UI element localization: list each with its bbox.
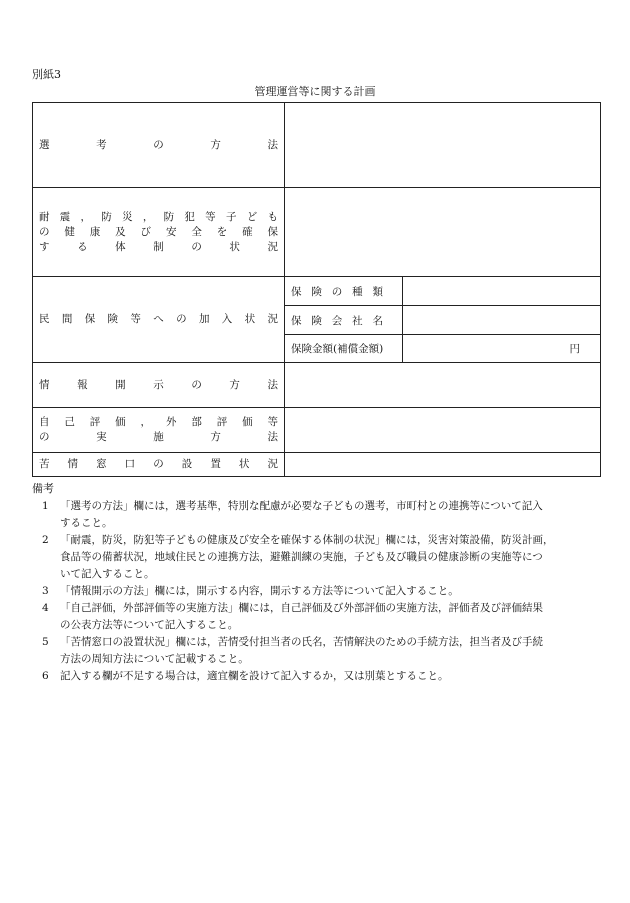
yen-unit: 円 bbox=[569, 343, 580, 355]
plan-form-table bbox=[32, 102, 601, 477]
insurance-type-field[interactable] bbox=[403, 277, 601, 306]
sub-label-cell bbox=[285, 277, 403, 306]
row-label-line: の健康及び安全を確保 bbox=[39, 225, 278, 238]
note-line: 「耐震，防災，防犯等子どもの健康及び安全を確保する体制の状況」欄には，災害対策設備，防災計画， bbox=[60, 534, 554, 546]
note-number: 4 bbox=[42, 602, 49, 614]
row-label-line: する体制の状況 bbox=[39, 240, 278, 253]
note-line: 「自己評価，外部評価等の実施方法」欄には，自己評価及び外部評価の実施方法，評価者及び評価結果 bbox=[60, 602, 543, 614]
note-text bbox=[60, 600, 598, 634]
note-item bbox=[32, 668, 598, 685]
note-line: 「選考の方法」欄には，選考基準，特別な配慮が必要な子どもの選考，市町村との連携等について記入 bbox=[60, 500, 543, 512]
label-cell bbox=[33, 277, 285, 363]
note-number: 5 bbox=[42, 636, 49, 648]
notes-list bbox=[32, 498, 598, 685]
sub-label: 保険金額(補償金額) bbox=[291, 343, 384, 355]
row-info-disclosure bbox=[33, 363, 601, 408]
note-text bbox=[60, 668, 598, 685]
note-number: 3 bbox=[42, 585, 49, 597]
complaint-window-field[interactable] bbox=[285, 453, 601, 477]
note-number: 2 bbox=[42, 534, 49, 546]
insurance-amount-field[interactable] bbox=[403, 335, 601, 363]
label-cell bbox=[33, 408, 285, 453]
row-label-line: 耐震，防災，防犯等子ども bbox=[39, 210, 278, 223]
row-selection-method bbox=[33, 103, 601, 188]
row-label: 苦情窓口の設置状況 bbox=[39, 458, 278, 470]
sub-label-cell bbox=[285, 335, 403, 363]
note-line: 「苦情窓口の設置状況」欄には，苦情受付担当者の氏名，苦情解決のための手続方法，担当者及び手続 bbox=[60, 636, 543, 648]
info-disclosure-field[interactable] bbox=[285, 363, 601, 408]
row-insurance-type bbox=[33, 277, 601, 306]
sub-label: 保険の種類 bbox=[291, 285, 383, 298]
row-label-line: 自己評価，外部評価等 bbox=[39, 416, 278, 428]
row-label: 情報開示の方法 bbox=[39, 378, 278, 391]
note-text bbox=[60, 583, 598, 600]
sub-label-cell bbox=[285, 306, 403, 335]
label-cell bbox=[33, 103, 285, 188]
note-line: 記入する欄が不足する場合は，適宜欄を設けて記入するか，又は別葉とすること。 bbox=[60, 670, 449, 682]
row-safety-system bbox=[33, 188, 601, 277]
page-title: 管理運営等に関する計画 bbox=[254, 85, 376, 98]
selection-method-field[interactable] bbox=[285, 103, 601, 188]
note-item bbox=[32, 600, 598, 634]
sub-label: 保険会社名 bbox=[291, 314, 383, 327]
note-line: の公表方法等について記入すること。 bbox=[60, 619, 239, 631]
label-cell bbox=[33, 188, 285, 277]
note-item bbox=[32, 532, 598, 583]
evaluation-field[interactable] bbox=[285, 408, 601, 453]
note-line: 「情報開示の方法」欄には，開示する内容，開示する方法等について記入すること。 bbox=[60, 585, 459, 597]
note-line: いて記入すること。 bbox=[60, 568, 155, 580]
note-text bbox=[60, 634, 598, 668]
row-evaluation bbox=[33, 408, 601, 453]
note-item bbox=[32, 583, 598, 600]
row-label-line: の実施方法 bbox=[39, 431, 278, 443]
note-text bbox=[60, 498, 598, 532]
note-line: すること。 bbox=[60, 517, 113, 529]
note-line: 食品等の備蓄状況，地域住民との連携方法，避難訓練の実施，子ども及び職員の健康診断の実施等につ bbox=[60, 551, 543, 563]
label-cell bbox=[33, 363, 285, 408]
row-complaint-window bbox=[33, 453, 601, 477]
notes-heading: 備考 bbox=[32, 482, 54, 495]
note-number: 6 bbox=[42, 670, 49, 682]
insurance-company-field[interactable] bbox=[403, 306, 601, 335]
note-number: 1 bbox=[42, 500, 49, 512]
note-item bbox=[32, 634, 598, 668]
note-line: 方法の周知方法について記載すること。 bbox=[60, 653, 249, 665]
note-text bbox=[60, 532, 598, 583]
attachment-label: 別紙3 bbox=[32, 68, 61, 81]
label-cell bbox=[33, 453, 285, 477]
note-item bbox=[32, 498, 598, 532]
row-label: 選 考 の 方 法 bbox=[39, 138, 278, 151]
row-label: 民間保険等への加入状況 bbox=[39, 313, 278, 325]
safety-system-field[interactable] bbox=[285, 188, 601, 277]
